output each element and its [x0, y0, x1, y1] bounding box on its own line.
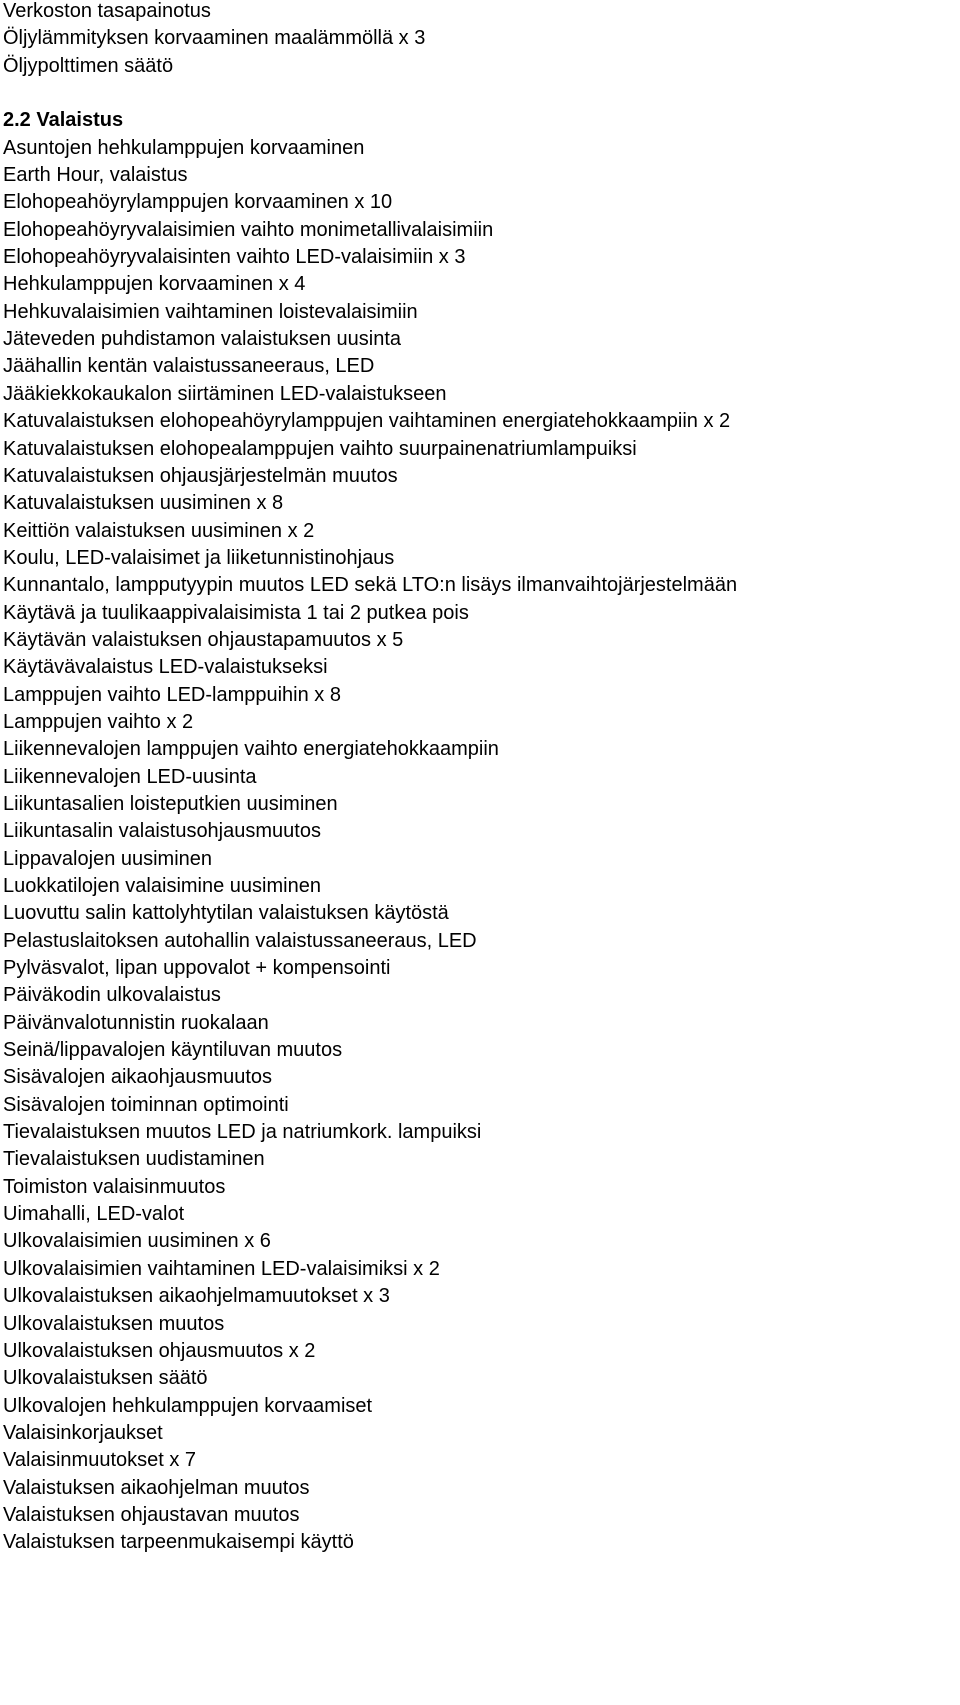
intro-list	[3, 0, 960, 82]
list-item: Öljypolttimen säätö	[3, 54, 174, 77]
list-item: Jäteveden puhdistamon valaistuksen uusinta	[3, 328, 402, 351]
list-item: Elohopeahöyryvalaisinten vaihto LED-valaisimiin x 3	[3, 246, 466, 269]
list-item: Valaistuksen tarpeenmukaisempi käyttö	[3, 1531, 354, 1554]
list-item: Liikuntasalin valaistusohjausmuutos	[3, 820, 321, 843]
section-spacer	[3, 82, 960, 109]
list-item: Katuvalaistuksen uusiminen x 8	[3, 492, 284, 515]
list-item: Lamppujen vaihto LED-lamppuihin x 8	[3, 683, 341, 706]
list-item: Katuvalaistuksen elohopealamppujen vaihto suurpainenatriumlampuiksi	[3, 437, 637, 460]
list-item: Seinä/lippavalojen käyntiluvan muutos	[3, 1039, 343, 1062]
list-item: Tievalaistuksen uudistaminen	[3, 1148, 265, 1171]
list-item: Ulkovalaistuksen muutos	[3, 1312, 225, 1335]
list-item: Sisävalojen toiminnan optimointi	[3, 1093, 289, 1116]
section-heading: 2.2 Valaistus	[3, 109, 124, 132]
list-item: Käytävän valaistuksen ohjaustapamuutos x 5	[3, 628, 404, 651]
list-item: Hehkuvalaisimien vaihtaminen loistevalaisimiin	[3, 300, 418, 323]
list-item: Ulkovalaisimien uusiminen x 6	[3, 1230, 271, 1253]
list-item: Ulkovalojen hehkulamppujen korvaamiset	[3, 1394, 373, 1417]
list-item: Keittiön valaistuksen uusiminen x 2	[3, 519, 315, 542]
list-item: Elohopeahöyryvalaisimien vaihto monimetallivalaisimiin	[3, 218, 494, 241]
list-item: Käytävävalaistus LED-valaistukseksi	[3, 656, 328, 679]
list-item: Pylväsvalot, lipan uppovalot + kompensointi	[3, 957, 391, 980]
list-item: Tievalaistuksen muutos LED ja natriumkork. lampuiksi	[3, 1121, 482, 1144]
list-item: Koulu, LED-valaisimet ja liiketunnistinohjaus	[3, 546, 395, 569]
list-item: Lippavalojen uusiminen	[3, 847, 213, 870]
list-item: Valaisinmuutokset x 7	[3, 1449, 197, 1472]
list-item: Asuntojen hehkulamppujen korvaaminen	[3, 136, 365, 159]
list-item: Elohopeahöyrylamppujen korvaaminen x 10	[3, 191, 393, 214]
list-item: Valaistuksen ohjaustavan muutos	[3, 1503, 300, 1526]
list-item: Liikuntasalien loisteputkien uusiminen	[3, 792, 338, 815]
list-item: Toimiston valaisinmuutos	[3, 1175, 226, 1198]
list-item: Kunnantalo, lampputyypin muutos LED sekä LTO:n lisäys ilmanvaihtojärjestelmään	[3, 574, 738, 597]
list-item: Liikennevalojen LED-uusinta	[3, 765, 257, 788]
list-item: Valaisinkorjaukset	[3, 1421, 163, 1444]
list-item: Luovuttu salin kattolyhtytilan valaistuksen käytöstä	[3, 902, 449, 925]
list-item: Pelastuslaitoksen autohallin valaistussaneeraus, LED	[3, 929, 477, 952]
list-item: Ulkovalaistuksen aikaohjelmamuutokset x 3	[3, 1285, 390, 1308]
list-item: Katuvalaistuksen ohjausjärjestelmän muutos	[3, 464, 398, 487]
list-item: Katuvalaistuksen elohopeahöyrylamppujen vaihtaminen energiatehokkaampiin x 2	[3, 410, 731, 433]
list-item: Hehkulamppujen korvaaminen x 4	[3, 273, 306, 296]
list-item: Luokkatilojen valaisimine uusiminen	[3, 875, 321, 897]
list-item: Lamppujen vaihto x 2	[3, 710, 194, 733]
list-item: Päivänvalotunnistin ruokalaan	[3, 1011, 269, 1034]
list-item: Sisävalojen aikaohjausmuutos	[3, 1066, 273, 1089]
list-item: Jääkiekkokaukalon siirtäminen LED-valaistukseen	[3, 382, 447, 405]
list-item: Ulkovalaistuksen ohjausmuutos x 2	[3, 1339, 316, 1362]
list-item: Ulkovalaistuksen säätö	[3, 1367, 208, 1390]
list-item: Käytävä ja tuulikaappivalaisimista 1 tai 2 putkea pois	[3, 601, 469, 624]
list-item: Öljylämmityksen korvaaminen maalämmöllä x 3	[3, 27, 426, 50]
list-item: Liikennevalojen lamppujen vaihto energiatehokkaampiin	[3, 738, 499, 761]
list-item: Earth Hour, valaistus	[3, 164, 188, 187]
list-item: Jäähallin kentän valaistussaneeraus, LED	[3, 355, 375, 378]
list-item: Uimahalli, LED-valot	[3, 1203, 185, 1226]
section-item-list	[3, 137, 960, 1559]
list-item: Valaistuksen aikaohjelman muutos	[3, 1476, 310, 1499]
list-item: Verkoston tasapainotus	[3, 0, 211, 22]
list-item: Ulkovalaisimien vaihtaminen LED-valaisimiksi x 2	[3, 1257, 440, 1280]
list-item: Päiväkodin ulkovalaistus	[3, 984, 221, 1007]
